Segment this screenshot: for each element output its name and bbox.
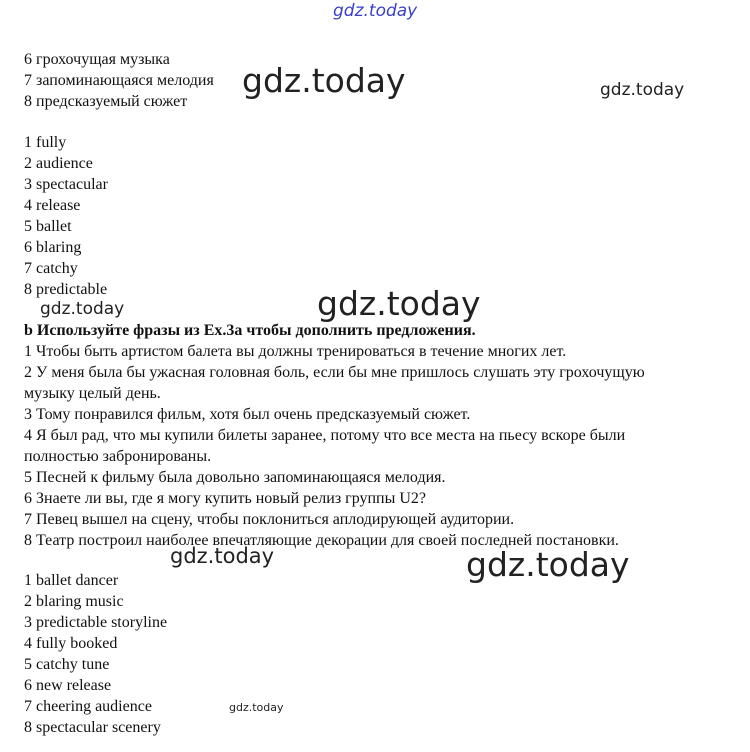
watermark: gdz.today — [40, 299, 125, 319]
text-line: 7 cheering audience — [24, 698, 152, 715]
text-line: 3 spectacular — [24, 176, 108, 193]
text-line: 1 fully — [24, 134, 67, 151]
text-line: 8 spectacular scenery — [24, 719, 161, 736]
text-line: 3 Тому понравился фильм, хотя был очень предсказуемый сюжет. — [24, 406, 471, 423]
text-line: 7 запоминающаяся мелодия — [24, 72, 214, 89]
text-line: 3 predictable storyline — [24, 614, 168, 631]
text-line: 5 ballet — [24, 218, 72, 235]
text-line: 6 blaring — [24, 239, 82, 256]
text-line: 8 predictable — [24, 281, 108, 298]
text-line: полностью забронированы. — [24, 448, 212, 465]
text-line: 1 ballet dancer — [24, 572, 119, 589]
text-line: 7 Певец вышел на сцену, чтобы поклониться аплодирующей аудитории. — [24, 511, 515, 528]
text-line: 8 Театр построил наиболее впечатляющие декорации для своей последней постановки. — [24, 532, 619, 549]
watermark: gdz.today — [466, 545, 630, 584]
watermark: gdz.today — [170, 544, 275, 568]
text-line: 6 Знаете ли вы, где я могу купить новый релиз группы U2? — [24, 490, 427, 507]
text-line: 4 release — [24, 197, 81, 214]
watermark: gdz.today — [333, 1, 418, 21]
text-line: 1 Чтобы быть артистом балета вы должны тренироваться в течение многих лет. — [24, 343, 567, 360]
text-line: 2 У меня была бы ужасная головная боль, если бы мне пришлось слушать эту грохочущую — [24, 364, 645, 381]
text-line: 4 Я был рад, что мы купили билеты заранее, потому что все места на пьесу вскоре были — [24, 427, 626, 444]
watermark: gdz.today — [317, 284, 481, 323]
text-line: 2 audience — [24, 155, 93, 172]
text-line: 5 Песней к фильму была довольно запоминающаяся мелодия. — [24, 469, 446, 486]
text-line: 2 blaring music — [24, 593, 124, 610]
watermark: gdz.today — [600, 80, 685, 100]
text-line: 4 fully booked — [24, 635, 118, 652]
watermark: gdz.today — [242, 61, 406, 100]
text-line: музыку целый день. — [24, 385, 161, 402]
text-line: 6 new release — [24, 677, 112, 694]
text-line: 8 предсказуемый сюжет — [24, 93, 188, 110]
watermark: gdz.today — [229, 701, 284, 714]
text-line: 6 грохочущая музыка — [24, 51, 170, 68]
section-heading: b Используйте фразы из Ex.3a чтобы дополнить предложения. — [24, 322, 476, 339]
text-line: 5 catchy tune — [24, 656, 110, 673]
text-line: 7 catchy — [24, 260, 78, 277]
